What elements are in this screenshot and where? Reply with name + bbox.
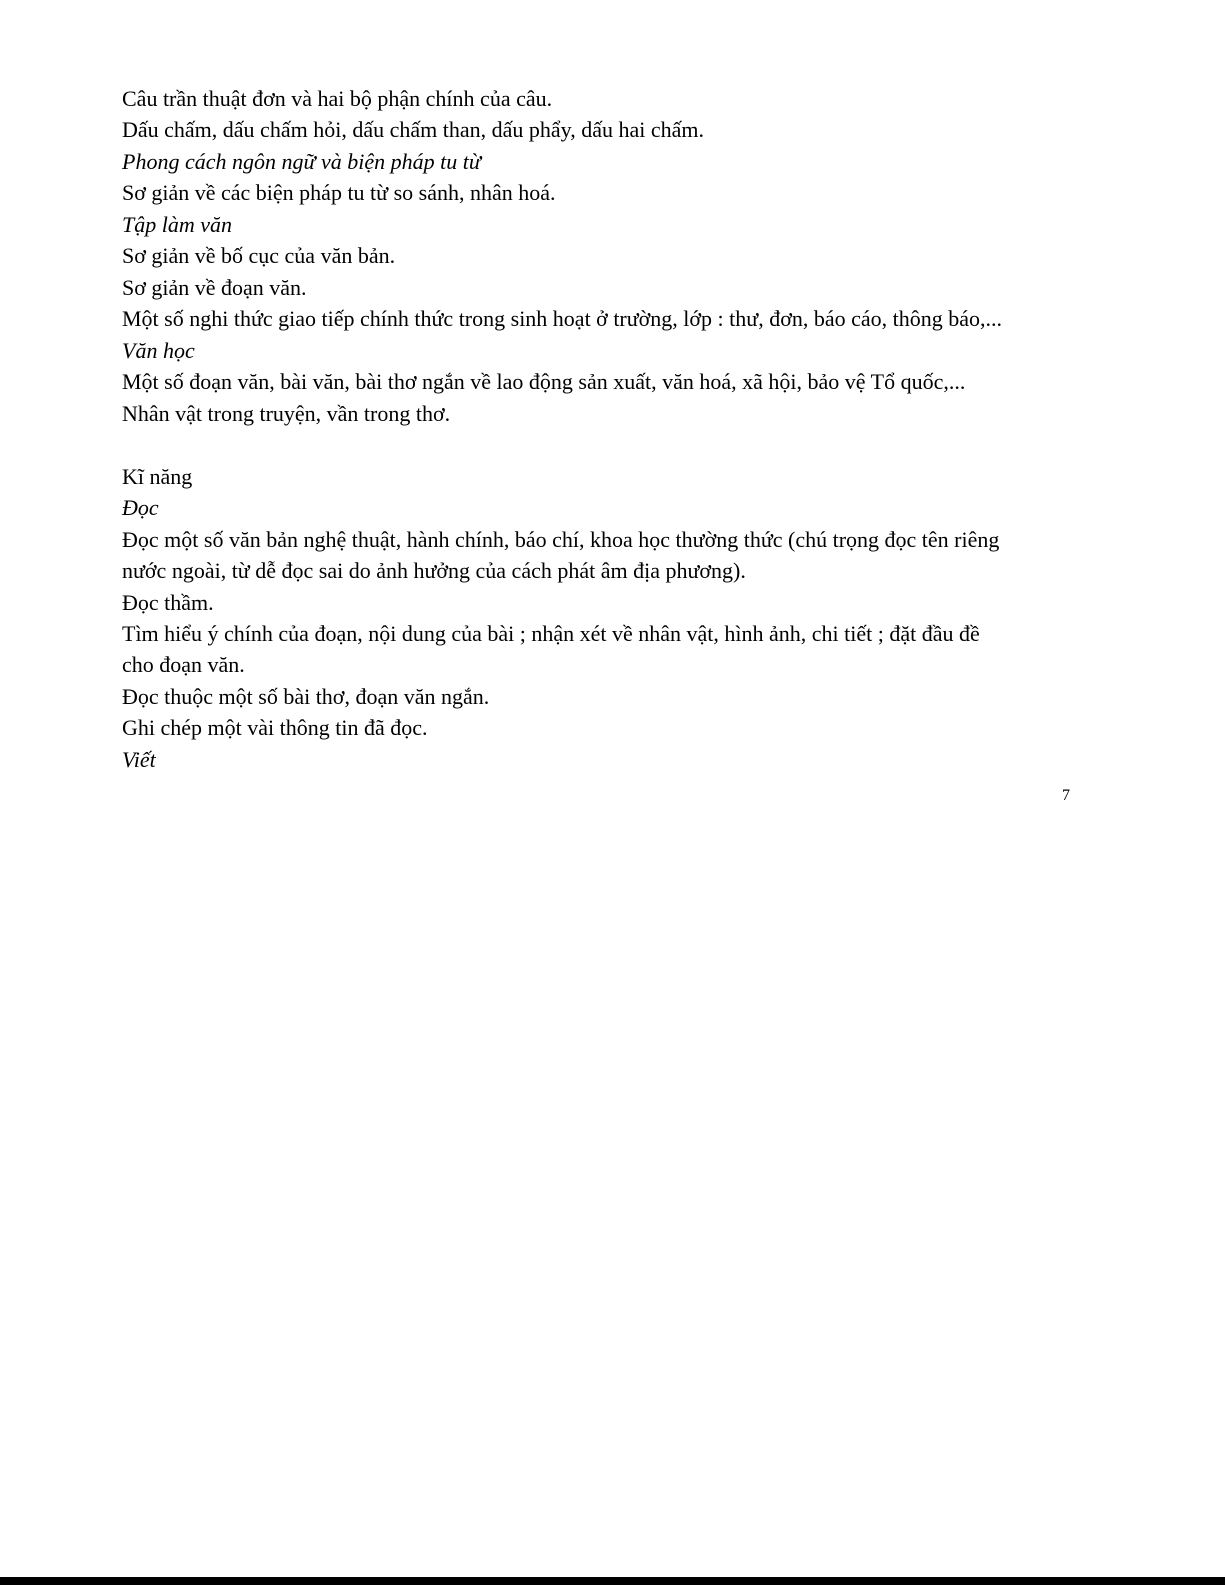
text-line: nước ngoài, từ dễ đọc sai do ảnh hưởng của cách phát âm địa phương). (122, 558, 746, 583)
text-line: Câu trần thuật đơn và hai bộ phận chính của câu. (122, 86, 553, 111)
section-heading-italic: Tập làm văn (122, 212, 232, 237)
text-line: Tìm hiểu ý chính của đoạn, nội dung của bài ; nhận xét về nhân vật, hình ảnh, chi tiết ; đặt đầu đề (122, 621, 980, 646)
text-line: Dấu chấm, dấu chấm hỏi, dấu chấm than, dấu phẩy, dấu hai chấm. (122, 117, 704, 142)
text-line: Đọc một số văn bản nghệ thuật, hành chính, báo chí, khoa học thường thức (chú trọng đọc tên riêng (122, 527, 1000, 552)
section-heading-italic: Văn học (122, 338, 195, 363)
text-line: Sơ giản về đoạn văn. (122, 275, 307, 300)
section-heading-italic: Viết (122, 747, 156, 772)
text-line: Sơ giản về các biện pháp tu từ so sánh, nhân hoá. (122, 180, 556, 205)
text-line: Sơ giản về bố cục của văn bản. (122, 243, 396, 268)
text-line: Đọc thầm. (122, 590, 214, 615)
section-heading-italic: Phong cách ngôn ngữ và biện pháp tu từ (122, 149, 481, 174)
text-line: Đọc thuộc một số bài thơ, đoạn văn ngắn. (122, 684, 490, 709)
bottom-border (0, 1577, 1225, 1585)
text-line: Một số đoạn văn, bài văn, bài thơ ngắn về lao động sản xuất, văn hoá, xã hội, bảo vệ Tổ quốc,... (122, 369, 966, 394)
text-line: Ghi chép một vài thông tin đã đọc. (122, 715, 428, 740)
text-line: Một số nghi thức giao tiếp chính thức trong sinh hoạt ở trường, lớp : thư, đơn, báo cáo, thông báo,... (122, 306, 1003, 331)
text-line: cho đoạn văn. (122, 652, 245, 677)
text-line: Nhân vật trong truyện, vần trong thơ. (122, 401, 451, 426)
section-heading: Kĩ năng (122, 464, 193, 489)
section-heading-italic: Đọc (122, 495, 159, 520)
page-number: 7 (1062, 787, 1070, 804)
